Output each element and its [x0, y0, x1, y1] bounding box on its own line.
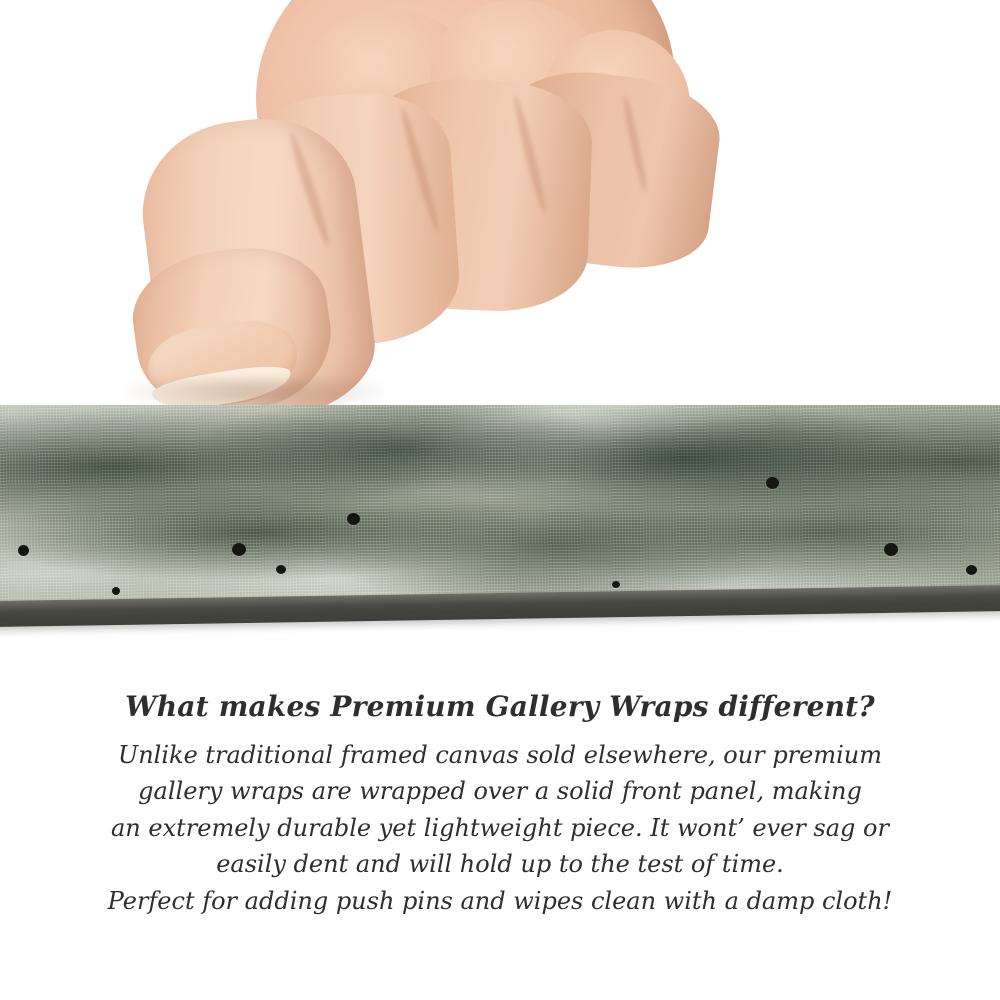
- hand-illustration: [0, 0, 1000, 410]
- caption-block: [0, 690, 1000, 919]
- caption-line: an extremely durable yet lightweight piece. It wont’ ever sag or: [111, 813, 889, 842]
- canvas-edge-strip: [0, 405, 1000, 637]
- canvas-speck: [232, 543, 246, 556]
- caption-heading: What makes Premium Gallery Wraps different?: [125, 690, 875, 723]
- canvas-speck: [347, 513, 360, 525]
- canvas-speck: [966, 565, 977, 575]
- caption-body: [0, 737, 1000, 919]
- canvas-weave-texture: [0, 405, 1000, 617]
- caption-line: easily dent and will hold up to the test of time.: [216, 850, 784, 879]
- caption-line: Perfect for adding push pins and wipes clean with a damp cloth!: [107, 886, 893, 915]
- canvas-speck: [112, 587, 120, 595]
- canvas-speck: [766, 477, 779, 489]
- caption-line: Unlike traditional framed canvas sold elsewhere, our premium: [117, 741, 882, 769]
- canvas-speck: [612, 581, 620, 588]
- caption-line: gallery wraps are wrapped over a solid front panel, making: [138, 777, 862, 806]
- canvas-speck: [276, 565, 286, 574]
- canvas-speck: [884, 543, 898, 556]
- canvas-speck: [18, 545, 29, 556]
